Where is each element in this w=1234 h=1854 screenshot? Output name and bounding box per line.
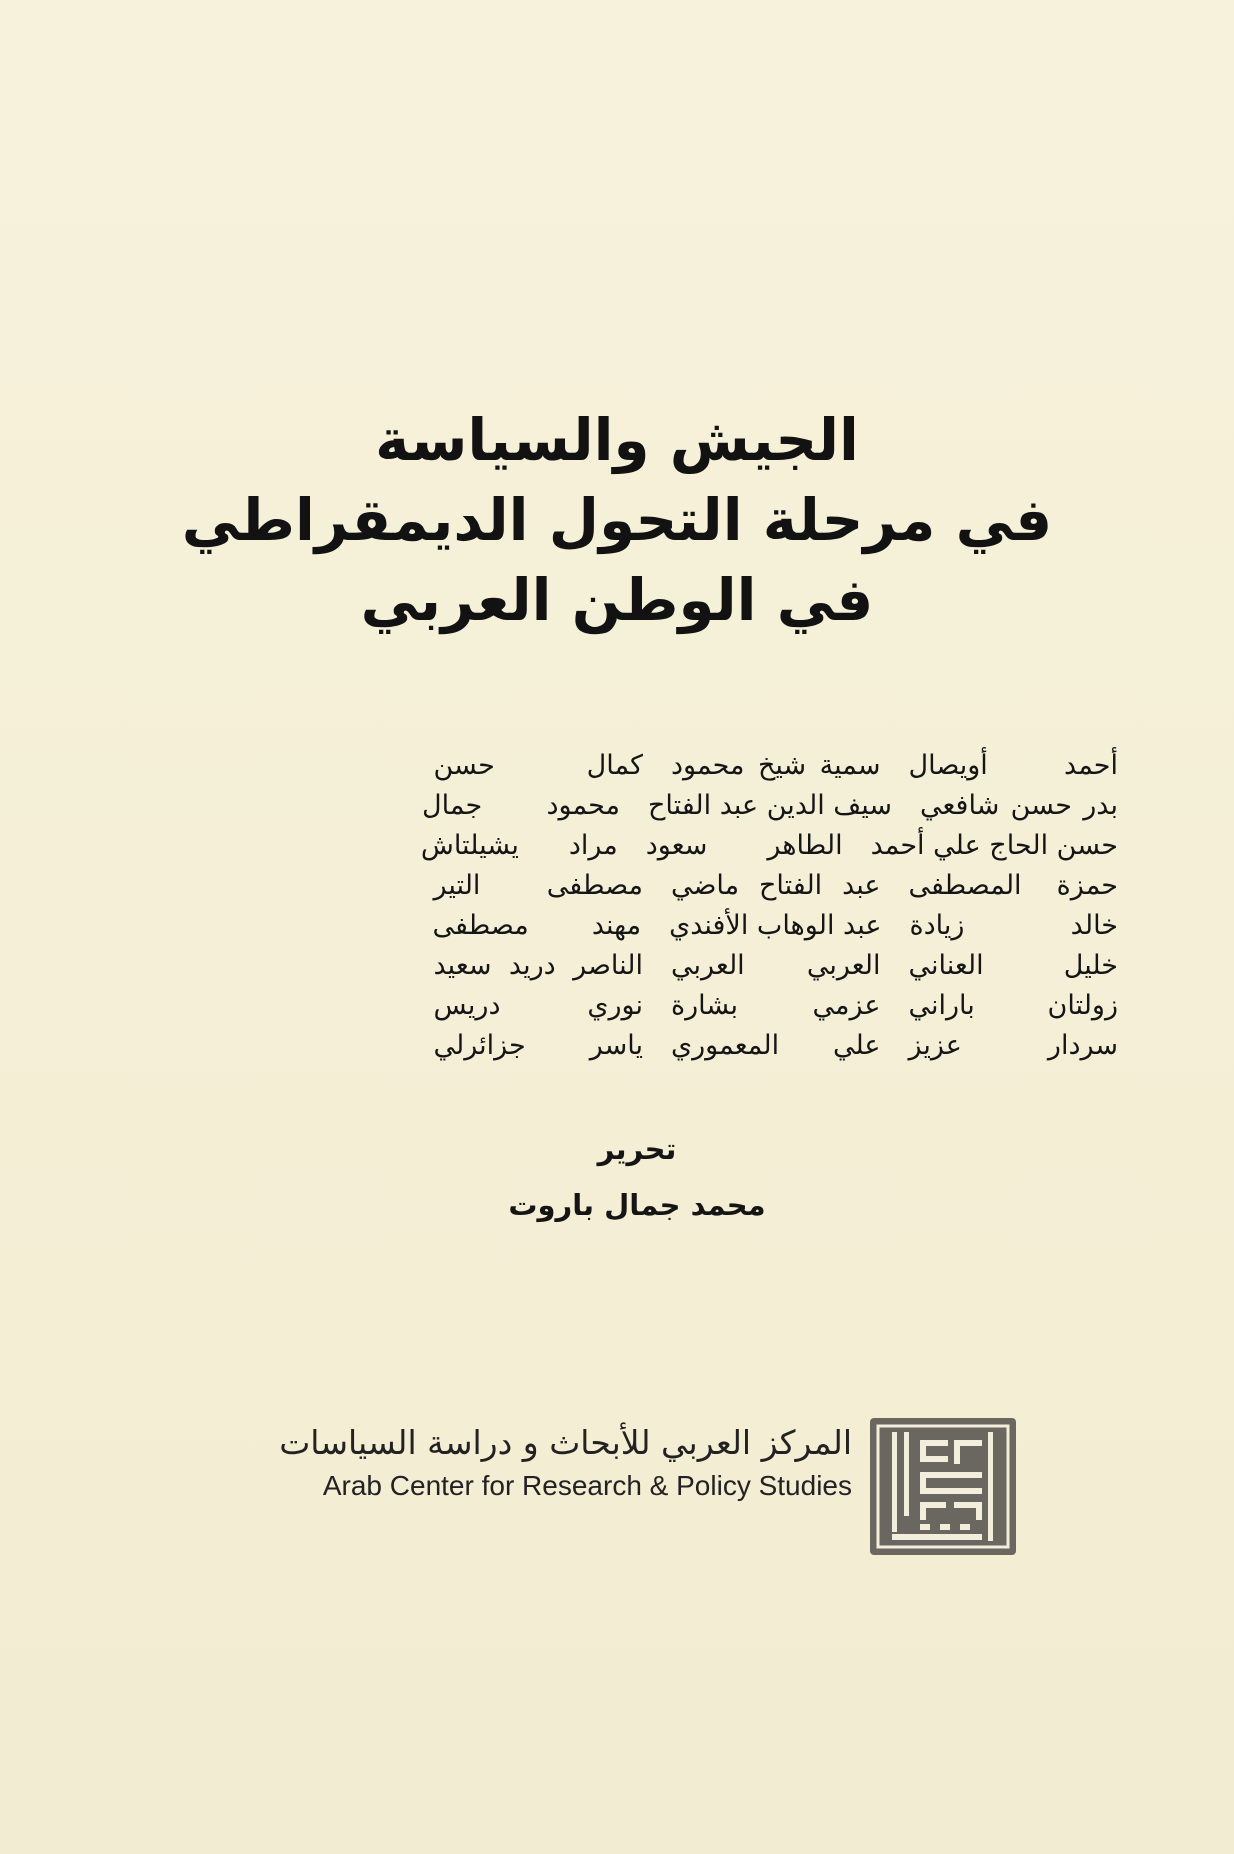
editor-name: محمد جمال باروت — [508, 1188, 766, 1222]
author-name: عبد الوهاب الأفندي — [669, 909, 882, 941]
author-name: خالد زيادة — [909, 909, 1118, 941]
author-row — [168, 785, 1118, 825]
author-row — [168, 945, 1118, 985]
author-row — [168, 825, 1118, 865]
author-row — [168, 905, 1118, 945]
book-title — [0, 400, 1234, 640]
authors-list — [168, 745, 1118, 1065]
author-name: سمية شيخ محمود — [671, 749, 881, 781]
publisher-name-english: Arab Center for Research & Policy Studies — [322, 1470, 852, 1501]
author-name: العربي العربي — [671, 949, 881, 981]
author-name: أحمد أويصال — [908, 749, 1118, 781]
author-name: حمزة المصطفى — [908, 869, 1118, 901]
author-name: مهند مصطفى — [432, 909, 642, 941]
author-name: مصطفى التير — [433, 869, 643, 901]
publisher-name-arabic: المركز العربي للأبحاث و دراسة السياسات — [279, 1423, 852, 1462]
author-name: حسن الحاج علي أحمد — [870, 829, 1118, 861]
title-line-1: الجيش والسياسة — [375, 406, 859, 474]
author-name: علي المعموري — [671, 1029, 881, 1061]
author-name: نوري دريس — [433, 989, 643, 1021]
title-line-2: في مرحلة التحول الديمقراطي — [181, 486, 1053, 554]
author-row — [168, 745, 1118, 785]
author-name: الناصر دريد سعيد — [433, 949, 643, 981]
author-name: مراد يشيلتاش — [420, 829, 618, 861]
author-name: خليل العناني — [908, 949, 1118, 981]
title-line-3: في الوطن العربي — [360, 566, 874, 634]
author-name: كمال حسن — [433, 749, 643, 781]
author-name: سردار عزيز — [908, 1029, 1118, 1061]
author-row — [168, 865, 1118, 905]
author-row — [168, 1025, 1118, 1065]
author-row — [168, 985, 1118, 1025]
publisher-name — [262, 1418, 852, 1504]
logo-mark-icon — [870, 1418, 1016, 1555]
author-name: عبد الفتاح ماضي — [671, 869, 881, 901]
publisher-logo — [870, 1418, 1016, 1555]
author-name: ياسر جزائرلي — [433, 1029, 643, 1061]
author-name: زولتان باراني — [908, 989, 1118, 1021]
author-name: بدر حسن شافعي — [920, 789, 1118, 821]
author-name: محمود جمال — [421, 789, 620, 821]
author-name: الطاهر سعود — [645, 829, 843, 861]
author-name: سيف الدين عبد الفتاح — [647, 789, 893, 821]
author-name: عزمي بشارة — [671, 989, 881, 1021]
editor-label: تحرير — [597, 1132, 677, 1166]
